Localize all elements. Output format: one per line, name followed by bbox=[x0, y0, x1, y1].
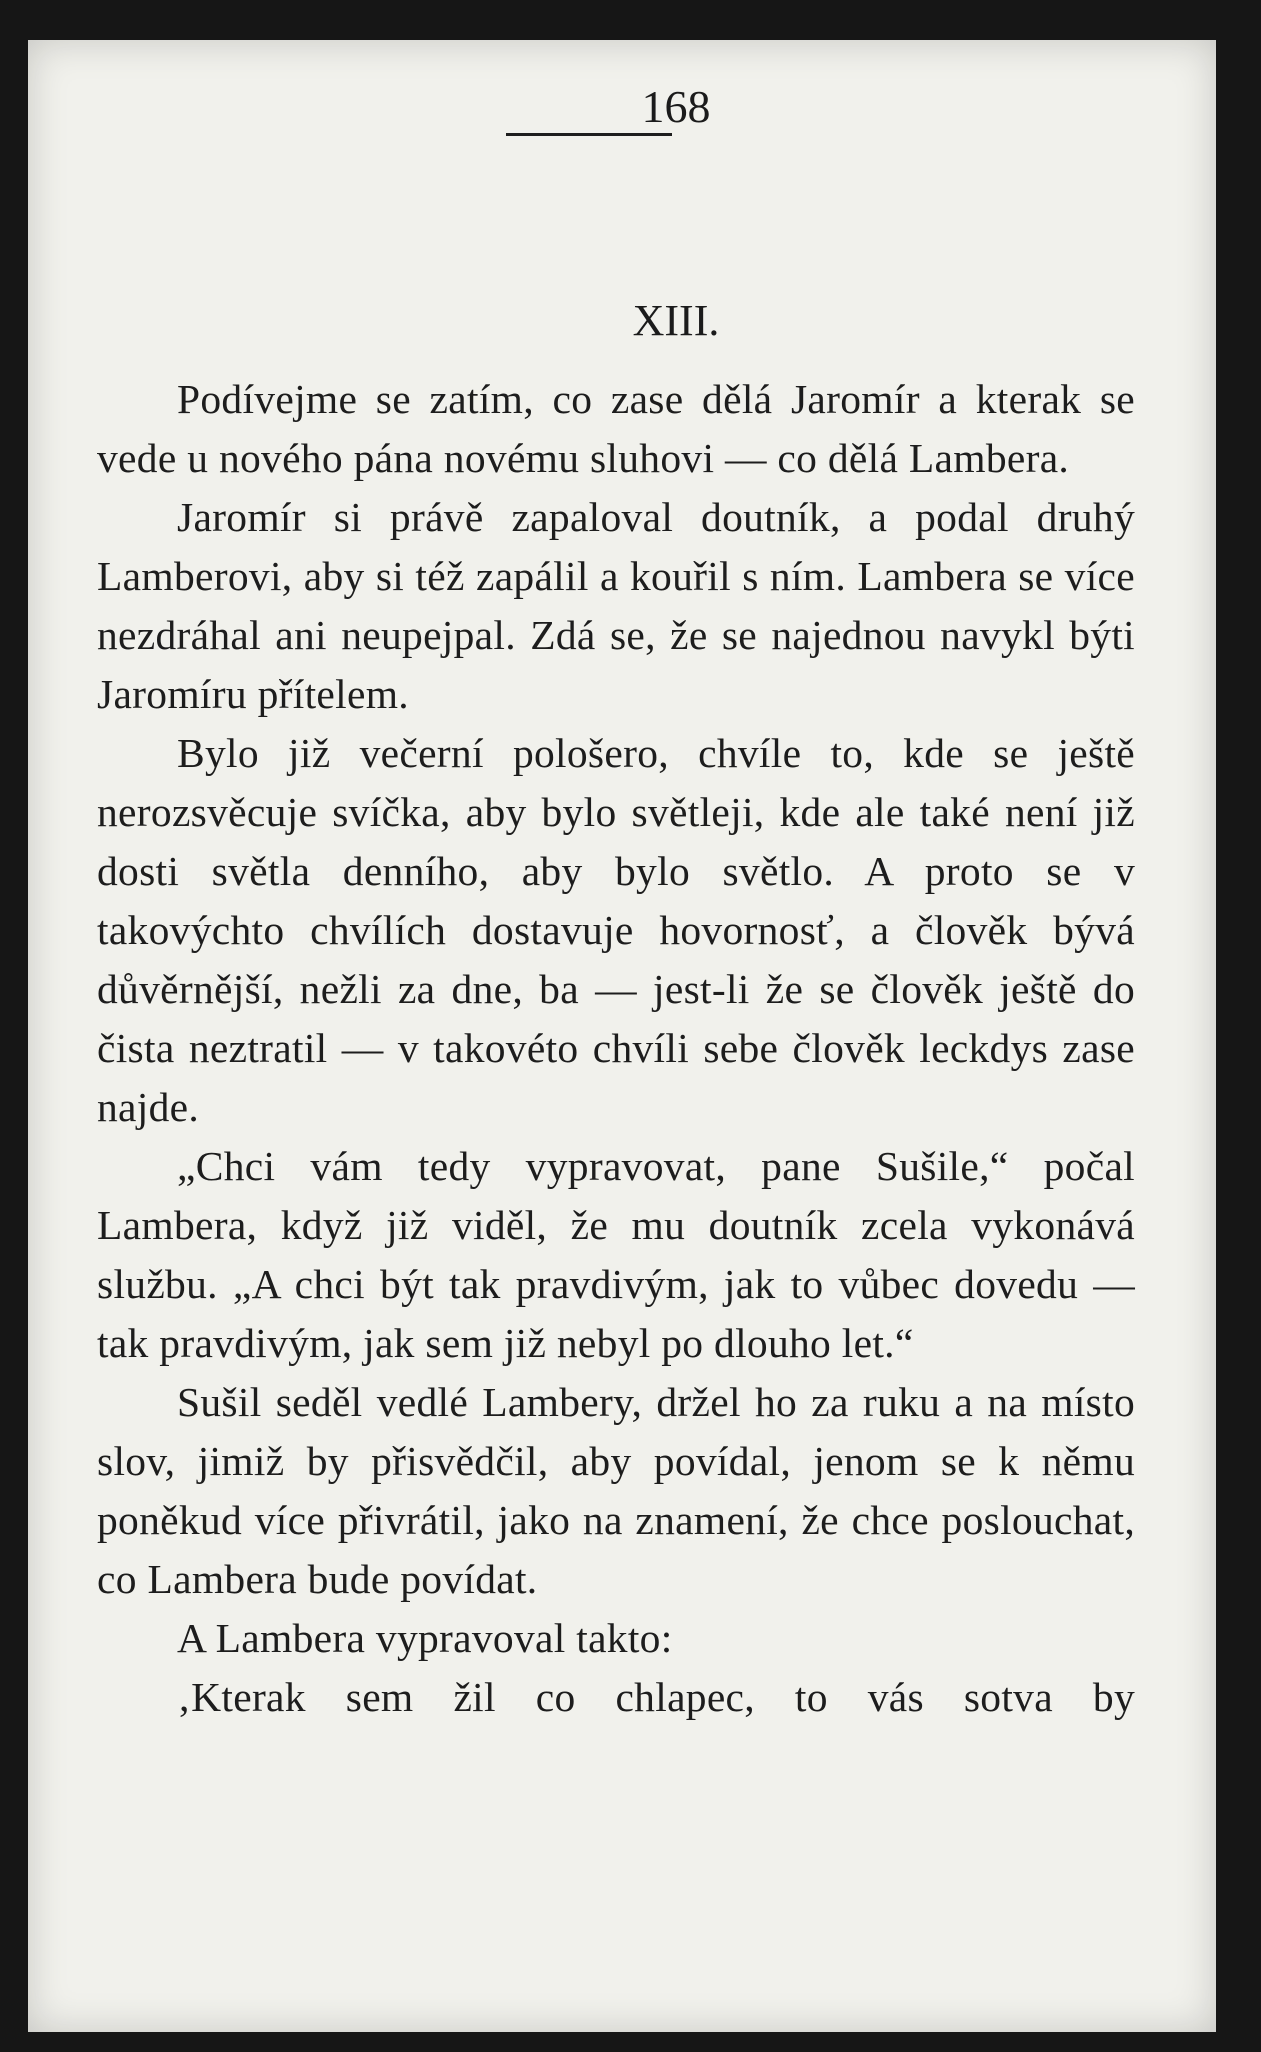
body-text bbox=[97, 370, 1135, 1727]
paragraph: Sušil seděl vedlé Lambery, držel ho za ruku a na místo slov, jimiž by přisvědčil, aby povídal, jenom se k němu poněkud více přivrátil, jako na znamení, že chce poslouchat, co Lambera bude povídat. bbox=[97, 1379, 1135, 1602]
paragraph: ‚Kterak sem žil co chlapec, to vás sotva by bbox=[177, 1674, 1135, 1720]
chapter-heading: XIII. bbox=[632, 296, 720, 345]
paragraph: A Lambera vypravoval takto: bbox=[177, 1615, 673, 1661]
paragraph: Podívejme se zatím, co zase dělá Jaromír a kterak se vede u nového pána novému sluhovi — co dělá Lambera. bbox=[97, 376, 1135, 481]
paragraph: Bylo již večerní pološero, chvíle to, kde se ještě nerozsvěcuje svíčka, aby bylo světleji, kde ale také není již dosti světla denního, aby bylo světlo. A proto se v takovýchto chvílích dostavuje hovornosť, a člověk bývá důvěrnější, nežli za dne, ba — jest-li že se člověk ještě do čista neztratil — v takovéto chvíli sebe člověk leckdys zase najde. bbox=[97, 730, 1135, 1130]
header-rule bbox=[506, 133, 672, 136]
page-number: 168 bbox=[641, 81, 711, 132]
paragraph: „Chci vám tedy vypravovat, pane Sušile,“ počal Lambera, když již viděl, že mu doutník zcela vykonává službu. „A chci být tak pravdivým, jak to vůbec dovedu — tak pravdivým, jak sem již nebyl po dlouho let.“ bbox=[97, 1143, 1135, 1366]
paragraph: Jaromír si právě zapaloval doutník, a podal druhý Lamberovi, aby si též zapálil a kouřil s ním. Lambera se více nezdráhal ani neupejpal. Zdá se, že se najednou navykl býti Jaromíru přítelem. bbox=[97, 494, 1135, 717]
